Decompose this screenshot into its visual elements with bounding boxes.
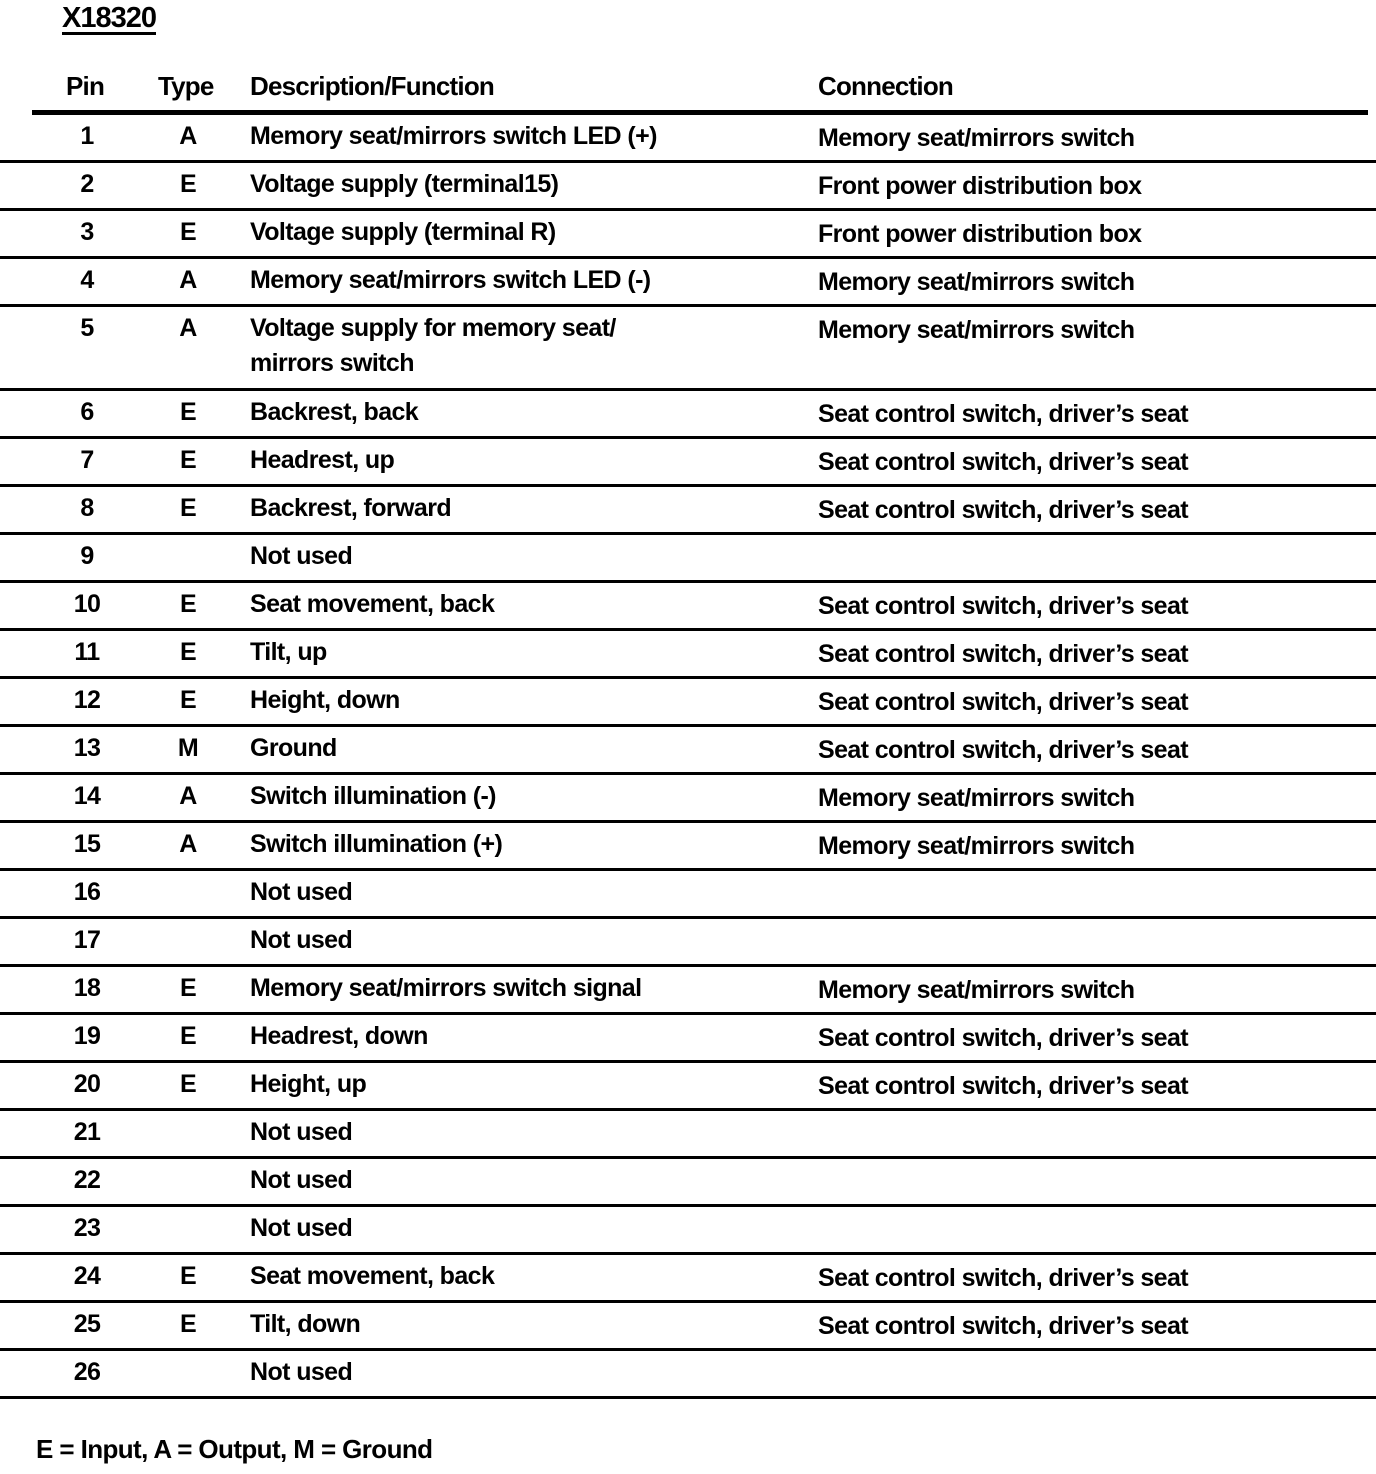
connector-title: X18320 — [62, 2, 156, 34]
pin-cell: 20 — [73, 1070, 101, 1098]
connection-cell: Seat control switch, driver’s seat — [818, 496, 1189, 524]
description-cell: Not used — [250, 1118, 353, 1146]
connection-cell: Memory seat/mirrors switch — [818, 832, 1135, 860]
description-cell: Height, down — [250, 686, 400, 714]
table-row — [0, 823, 1376, 871]
connection-cell: Memory seat/mirrors switch — [818, 316, 1135, 344]
type-cell: E — [179, 974, 197, 1002]
connection-cell: Seat control switch, driver’s seat — [818, 736, 1189, 764]
description-cell: Voltage supply (terminal15) — [250, 170, 559, 198]
table-row — [0, 1207, 1376, 1255]
table-row — [0, 439, 1376, 487]
table-row — [0, 775, 1376, 823]
table-row — [0, 727, 1376, 775]
pin-cell: 13 — [73, 734, 101, 762]
column-header-pin: Pin — [66, 71, 105, 101]
type-cell: A — [179, 830, 197, 858]
connection-cell: Seat control switch, driver’s seat — [818, 592, 1189, 620]
column-header-type: Type — [158, 71, 214, 101]
pin-cell: 15 — [73, 830, 101, 858]
table-row — [0, 583, 1376, 631]
pin-cell: 14 — [73, 782, 101, 810]
table-row — [0, 1351, 1376, 1399]
pin-cell: 25 — [73, 1310, 101, 1338]
description-cell: Tilt, up — [250, 638, 327, 666]
table-row — [0, 967, 1376, 1015]
pin-cell: 19 — [73, 1022, 101, 1050]
description-cell: Switch illumination (+) — [250, 830, 503, 858]
connection-cell: Seat control switch, driver’s seat — [818, 1072, 1189, 1100]
type-cell: E — [179, 170, 197, 198]
table-row — [0, 1255, 1376, 1303]
description-cell: Not used — [250, 542, 353, 570]
pin-cell: 7 — [80, 446, 94, 474]
description-cell: Not used — [250, 926, 353, 954]
connection-cell: Front power distribution box — [818, 172, 1142, 200]
table-row — [0, 871, 1376, 919]
type-cell: A — [179, 266, 197, 294]
pin-cell: 26 — [73, 1358, 101, 1386]
description-cell: Switch illumination (-) — [250, 782, 496, 810]
table-row — [0, 535, 1376, 583]
description-cell: Memory seat/mirrors switch LED (-) — [250, 266, 651, 294]
description-cell: Voltage supply for memory seat/ mirrors switch — [250, 314, 616, 377]
connection-cell: Seat control switch, driver’s seat — [818, 400, 1189, 428]
type-cell: A — [179, 782, 197, 810]
table-row — [0, 391, 1376, 439]
connection-cell: Seat control switch, driver’s seat — [818, 1024, 1189, 1052]
type-cell: E — [179, 1310, 197, 1338]
type-cell: E — [179, 590, 197, 618]
column-header-description: Description/Function — [250, 71, 495, 101]
table-row — [0, 211, 1376, 259]
table-row — [0, 679, 1376, 727]
connection-cell: Memory seat/mirrors switch — [818, 268, 1135, 296]
table-row — [0, 487, 1376, 535]
description-cell: Seat movement, back — [250, 590, 495, 618]
connection-cell: Memory seat/mirrors switch — [818, 784, 1135, 812]
pin-cell: 10 — [73, 590, 101, 618]
type-cell: M — [177, 734, 199, 762]
table-row — [0, 1303, 1376, 1351]
description-cell: Seat movement, back — [250, 1262, 495, 1290]
pin-cell: 22 — [73, 1166, 101, 1194]
type-cell: E — [179, 494, 197, 522]
table-row — [0, 115, 1376, 163]
description-cell: Not used — [250, 878, 353, 906]
connection-cell: Seat control switch, driver’s seat — [818, 688, 1189, 716]
description-cell: Tilt, down — [250, 1310, 361, 1338]
connection-cell: Memory seat/mirrors switch — [818, 976, 1135, 1004]
pin-cell: 24 — [73, 1262, 101, 1290]
pin-cell: 6 — [80, 398, 94, 426]
table-row — [0, 1015, 1376, 1063]
description-cell: Memory seat/mirrors switch signal — [250, 974, 642, 1002]
type-cell: E — [179, 1070, 197, 1098]
pin-cell: 16 — [73, 878, 101, 906]
description-cell: Memory seat/mirrors switch LED (+) — [250, 122, 657, 150]
description-cell: Not used — [250, 1358, 353, 1386]
description-cell: Headrest, up — [250, 446, 395, 474]
type-cell: A — [179, 122, 197, 150]
table-row — [0, 259, 1376, 307]
table-row — [0, 1063, 1376, 1111]
type-legend: E = Input, A = Output, M = Ground — [36, 1434, 433, 1464]
pin-cell: 8 — [80, 494, 94, 522]
type-cell: E — [179, 1262, 197, 1290]
pin-cell: 9 — [80, 542, 94, 570]
pin-cell: 12 — [73, 686, 101, 714]
pin-cell: 17 — [73, 926, 101, 954]
connection-cell: Seat control switch, driver’s seat — [818, 448, 1189, 476]
description-cell: Voltage supply (terminal R) — [250, 218, 556, 246]
connection-cell: Seat control switch, driver’s seat — [818, 1264, 1189, 1292]
type-cell: E — [179, 446, 197, 474]
pin-cell: 1 — [80, 122, 94, 150]
pin-table — [0, 115, 1376, 1399]
description-cell: Height, up — [250, 1070, 367, 1098]
pin-cell: 2 — [80, 170, 94, 198]
table-row — [0, 163, 1376, 211]
description-cell: Not used — [250, 1214, 353, 1242]
description-cell: Backrest, forward — [250, 494, 451, 522]
table-row — [0, 307, 1376, 391]
pin-cell: 3 — [80, 218, 94, 246]
table-row — [0, 1159, 1376, 1207]
table-row — [0, 631, 1376, 679]
type-cell: E — [179, 218, 197, 246]
type-cell: E — [179, 686, 197, 714]
connection-cell: Seat control switch, driver’s seat — [818, 640, 1189, 668]
pin-cell: 21 — [73, 1118, 101, 1146]
description-cell: Headrest, down — [250, 1022, 428, 1050]
description-cell: Backrest, back — [250, 398, 419, 426]
description-cell: Not used — [250, 1166, 353, 1194]
pin-cell: 23 — [73, 1214, 101, 1242]
connection-cell: Seat control switch, driver’s seat — [818, 1312, 1189, 1340]
type-cell: E — [179, 638, 197, 666]
connection-cell: Front power distribution box — [818, 220, 1142, 248]
type-cell: E — [179, 1022, 197, 1050]
table-row — [0, 1111, 1376, 1159]
pin-cell: 5 — [80, 314, 94, 342]
table-row — [0, 919, 1376, 967]
type-cell: A — [179, 314, 197, 342]
type-cell: E — [179, 398, 197, 426]
connection-cell: Memory seat/mirrors switch — [818, 124, 1135, 152]
pin-cell: 18 — [73, 974, 101, 1002]
column-header-connection: Connection — [818, 71, 953, 101]
pin-cell: 11 — [74, 638, 100, 666]
pin-cell: 4 — [80, 266, 94, 294]
description-cell: Ground — [250, 734, 337, 762]
